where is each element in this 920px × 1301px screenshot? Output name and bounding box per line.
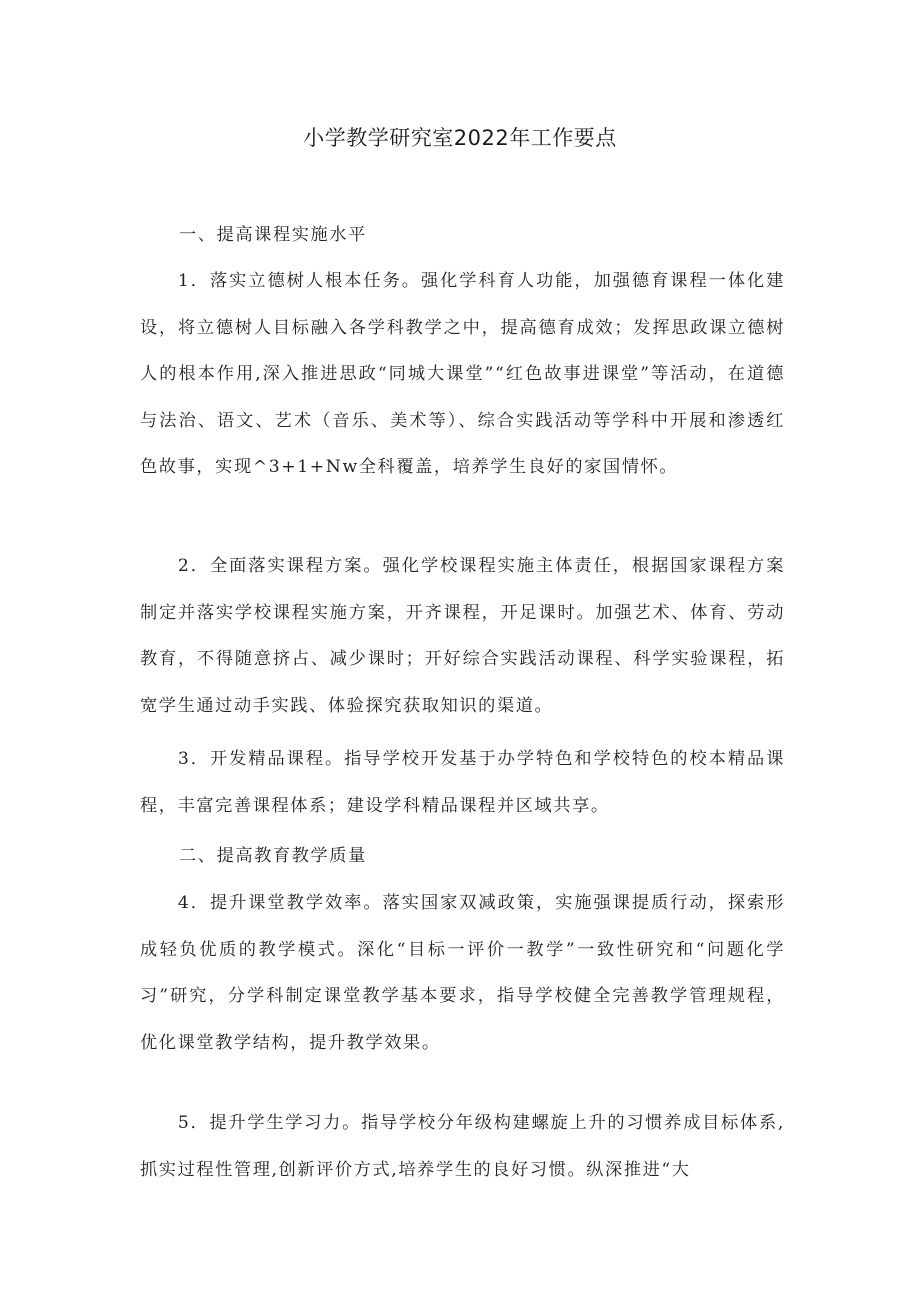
paragraph-3: 3．开发精品课程。指导学校开发基于办学特色和学校特色的校本精品课程，丰富完善课程体系；建设学科精品课程并区域共享。 bbox=[140, 749, 785, 816]
document-title: 小学教学研究室2022年工作要点 bbox=[303, 126, 617, 150]
section-heading-2: 二、提高教育教学质量 bbox=[179, 846, 367, 866]
paragraph-5: 5．提升学生学习力。指导学校分年级构建螺旋上升的习惯养成目标体系,抓实过程性管理,创新评价方式,培养学生的良好习惯。纵深推进“大 bbox=[140, 1113, 785, 1180]
paragraph-2: 2．全面落实课程方案。强化学校课程实施主体责任，根据国家课程方案制定并落实学校课程实施方案，开齐课程，开足课时。加强艺术、体育、劳动教育，不得随意挤占、减少课时；开好综合实践活动课程、科学实验课程，拓宽学生通过动手实践、体验探究获取知识的渠道。 bbox=[140, 556, 785, 716]
section-heading-1: 一、提高课程实施水平 bbox=[179, 225, 367, 245]
paragraph-4: 4．提升课堂教学效率。落实国家双减政策，实施强课提质行动，探索形成轻负优质的教学模式。深化“目标一评价一教学”一致性研究和“问题化学习”研究，分学科制定课堂教学基本要求，指导学校健全完善教学管理规程，优化课堂教学结构，提升教学效果。 bbox=[140, 893, 785, 1053]
paragraph-1: 1．落实立德树人根本任务。强化学科育人功能，加强德育课程一体化建设，将立德树人目标融入各学科教学之中，提高德育成效；发挥思政课立德树人的根本作用,深入推进思政“同城大课堂”“红色故事进课堂”等活动，在道德与法治、语文、艺术（音乐、美术等）、综合实践活动等学科中开展和渗透红色故事，实现^3+1+Nw全科覆盖，培养学生良好的家国情怀。 bbox=[140, 271, 785, 477]
